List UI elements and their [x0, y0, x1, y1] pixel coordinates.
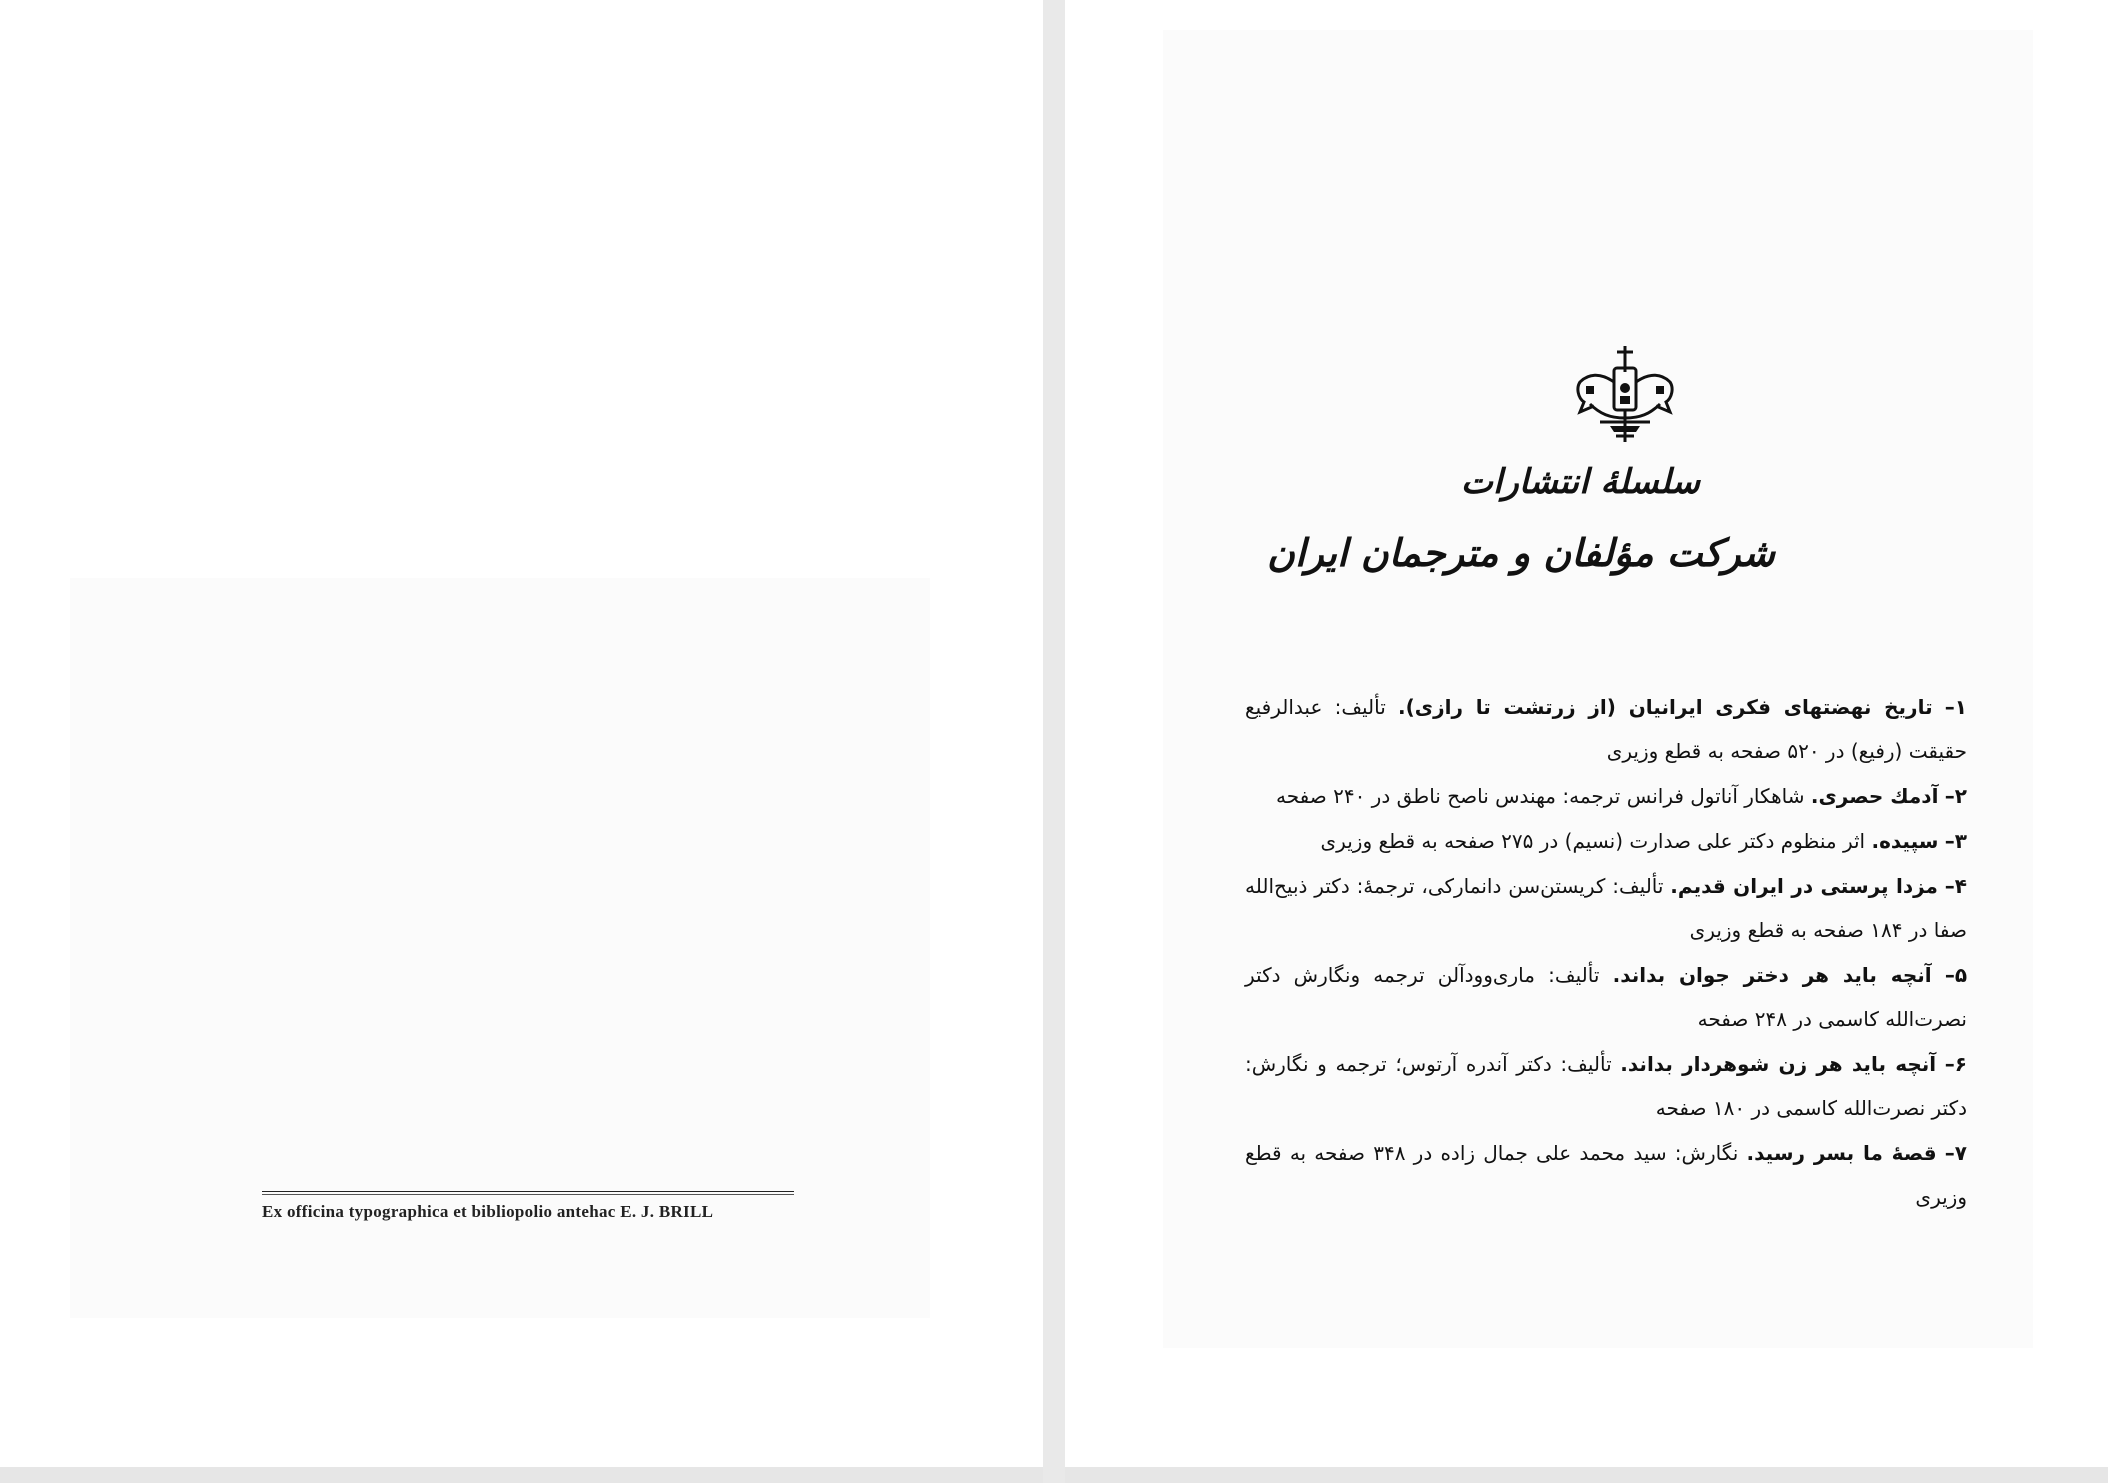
- book-item-3: [1245, 819, 1967, 863]
- book-item-6: [1245, 1042, 1967, 1130]
- book-item-4: [1245, 864, 1967, 952]
- book-number: ۵–: [1944, 963, 1968, 987]
- book-item-5: [1245, 953, 1967, 1041]
- book-list: [1245, 685, 1967, 1220]
- book-title: آدمك حصری.: [1810, 784, 1939, 808]
- book-title: سپیده.: [1871, 829, 1939, 853]
- book-details: تألیف: عبدالرفیع حقیقت (رفیع) در ۵۲۰ صفحه به قطع وزیری: [1245, 695, 1967, 763]
- imprint-text: Ex officina typographica et bibliopolio antehac E. J. BRILL: [262, 1202, 714, 1221]
- book-item-1: [1245, 685, 1967, 773]
- book-number: ۷–: [1944, 1141, 1967, 1165]
- book-number: ۱–: [1944, 695, 1967, 719]
- series-title: سلسلهٔ انتشارات: [1460, 462, 1700, 502]
- book-details: تألیف: ماری‌وودآلن ترجمه ونگارش دکتر نصرت‌الله کاسمی در ۲۴۸ صفحه: [1245, 963, 1967, 1031]
- left-page: [0, 0, 1043, 1467]
- book-title: مزدا پرستی در ایران قدیم.: [1670, 874, 1938, 898]
- book-title: قصهٔ ما بسر رسید.: [1746, 1141, 1937, 1165]
- book-number: ۳–: [1944, 829, 1967, 853]
- page-gutter: [1043, 0, 1065, 1483]
- publisher-emblem-icon: [1570, 342, 1680, 450]
- book-details: تألیف: دکتر آندره آرتوس؛ ترجمه و نگارش: دکتر نصرت‌الله کاسمی در ۱۸۰ صفحه: [1245, 1052, 1967, 1120]
- book-title: تاریخ نهضتهای فکری ایرانیان (از زرتشت تا رازی).: [1398, 695, 1933, 719]
- imprint-rule: [262, 1191, 794, 1195]
- book-item-7: [1245, 1131, 1967, 1219]
- book-details: نگارش: سید محمد علی جمال زاده در ۳۴۸ صفحه به قطع وزیری: [1245, 1141, 1967, 1209]
- book-details: اثر منظوم دکتر علی صدارت (نسیم) در ۲۷۵ صفحه به قطع وزیری: [1320, 829, 1866, 853]
- book-details: تألیف: کریستن‌سن دانمارکی، ترجمهٔ: دکتر ذبیح‌الله صفا در ۱۸۴ صفحه به قطع وزیری: [1245, 874, 1967, 942]
- book-number: ۶–: [1944, 1052, 1967, 1076]
- book-item-2: [1245, 774, 1967, 818]
- book-number: ۲–: [1944, 784, 1967, 808]
- book-title: آنچه باید هر زن شوهردار بداند.: [1620, 1052, 1937, 1076]
- book-details: شاهکار آناتول فرانس ترجمه: مهندس ناصح ناطق در ۲۴۰ صفحه: [1275, 784, 1805, 808]
- book-number: ۴–: [1944, 874, 1967, 898]
- book-title: آنچه باید هر دختر جوان بداند.: [1612, 963, 1932, 987]
- publisher-name: شرکت مؤلفان و مترجمان ایران: [1266, 530, 1775, 575]
